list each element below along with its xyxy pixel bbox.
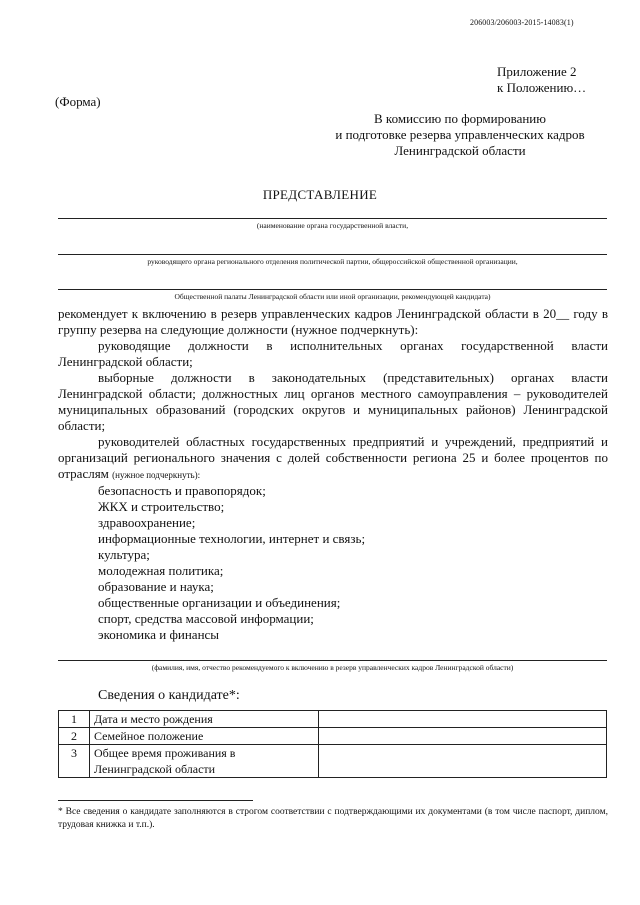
list-item: образование и наука; bbox=[98, 579, 214, 594]
appendix-reference bbox=[497, 64, 586, 96]
list-item: спорт, средства массовой информации; bbox=[98, 611, 314, 626]
body-paragraph-3: выборные должности в законодательных (представительных) органах власти Ленинградской области; должностных лиц органов местного самоуправления – руководителей муниципальных образований (городских округов и муниципальных районов) Ленинградской области; bbox=[58, 370, 608, 433]
row-number: 1 bbox=[59, 711, 90, 728]
fill-caption-3: Общественной палаты Ленинградской области или иной организации, рекомендующей кандидата) bbox=[174, 292, 491, 301]
body-paragraph-4-note: (нужное подчеркнуть): bbox=[112, 470, 201, 480]
candidate-info-table bbox=[58, 710, 607, 778]
row-value[interactable] bbox=[319, 745, 607, 778]
list-item: информационные технологии, интернет и связь; bbox=[98, 531, 366, 546]
body-paragraph-4 bbox=[58, 434, 608, 483]
document-number: 206003/206003-2015-14083(1) bbox=[470, 18, 574, 27]
sector-list bbox=[58, 483, 608, 643]
row-label: Дата и место рождения bbox=[90, 711, 319, 728]
row-value[interactable] bbox=[319, 711, 607, 728]
form-label: (Форма) bbox=[55, 94, 101, 109]
footnote: * Все сведения о кандидате заполняются в строгом соответствии с подтверждающими их документами (в том числе паспорт, диплом, трудовая книжка и т.п.). bbox=[58, 807, 608, 830]
list-item: ЖКХ и строительство; bbox=[98, 499, 225, 514]
appendix-line-2: к Положению… bbox=[497, 80, 587, 95]
list-item: здравоохранение; bbox=[98, 515, 196, 530]
list-item: молодежная политика; bbox=[98, 563, 224, 578]
addressee-line-2: и подготовке резерва управленческих кадров bbox=[335, 127, 585, 142]
candidate-info-heading: Сведения о кандидате*: bbox=[98, 688, 240, 703]
footnote-divider bbox=[58, 800, 253, 801]
table-row bbox=[59, 728, 607, 745]
row-number: 3 bbox=[59, 745, 90, 778]
document-title: ПРЕДСТАВЛЕНИЕ bbox=[262, 187, 378, 202]
addressee-block bbox=[310, 111, 610, 159]
fill-line-2[interactable] bbox=[58, 254, 607, 255]
candidate-name-line[interactable] bbox=[58, 660, 607, 661]
appendix-line-1: Приложение 2 bbox=[497, 64, 577, 79]
list-item: культура; bbox=[98, 547, 150, 562]
row-label: Семейное положение bbox=[90, 728, 319, 745]
row-value[interactable] bbox=[319, 728, 607, 745]
list-item: общественные организации и объединения; bbox=[98, 595, 341, 610]
row-number: 2 bbox=[59, 728, 90, 745]
body-paragraph-4-text: руководителей областных государственных предприятий и учреждений, предприятий и организаций регионального значения с долей собственности региона 25 и более процентов по отраслям bbox=[58, 434, 608, 481]
table-row bbox=[59, 711, 607, 728]
fill-line-3[interactable] bbox=[58, 289, 607, 290]
list-item: экономика и финансы bbox=[98, 627, 220, 642]
fill-caption-1: (наименование органа государственной власти, bbox=[256, 221, 409, 230]
body-paragraph-2: руководящие должности в исполнительных органах государственной власти Ленинградской области; bbox=[58, 338, 608, 369]
table-row bbox=[59, 745, 607, 778]
row-label: Общее время проживания в Ленинградской области bbox=[90, 745, 319, 778]
fill-line-1[interactable] bbox=[58, 218, 607, 219]
body-paragraph-1: рекомендует к включению в резерв управленческих кадров Ленинградской области в 20__ году в группу резерва на следующие должности (нужное подчеркнуть): bbox=[58, 306, 608, 337]
addressee-line-3: Ленинградской области bbox=[394, 143, 526, 158]
fill-caption-2: руководящего органа регионального отделения политической партии, общероссийской общественной организации, bbox=[147, 257, 518, 266]
list-item: безопасность и правопорядок; bbox=[98, 483, 266, 498]
addressee-line-1: В комиссию по формированию bbox=[374, 111, 546, 126]
candidate-name-caption: (фамилия, имя, отчество рекомендуемого к включению в резерв управленческих кадров Ленинградской области) bbox=[151, 663, 514, 672]
body-text bbox=[58, 306, 608, 643]
